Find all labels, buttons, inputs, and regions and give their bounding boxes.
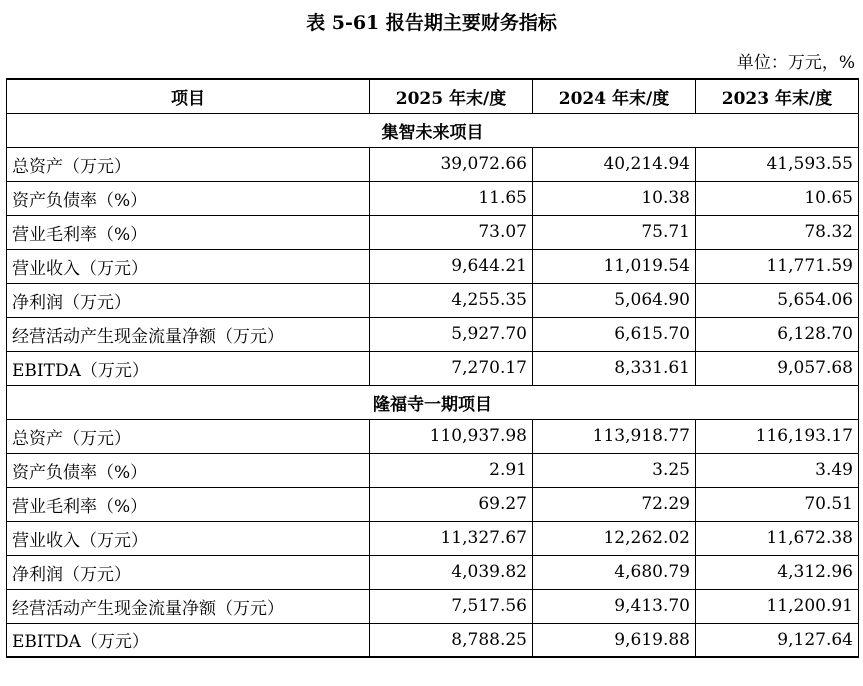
row-label: 经营活动产生现金流量净额（万元）	[7, 589, 370, 623]
table-row	[7, 589, 859, 623]
cell-2023: 9,127.64	[696, 623, 859, 657]
table-row	[7, 351, 859, 385]
cell-2025: 69.27	[370, 487, 533, 521]
table-row	[7, 487, 859, 521]
section-row	[7, 385, 859, 419]
row-label: 资产负债率（%）	[7, 181, 370, 215]
cell-2024: 113,918.77	[533, 419, 696, 453]
cell-2025: 39,072.66	[370, 147, 533, 181]
table-row	[7, 419, 859, 453]
cell-2025: 11.65	[370, 181, 533, 215]
cell-2025: 7,270.17	[370, 351, 533, 385]
header-2024: 2024 年末/度	[533, 79, 696, 113]
cell-2023: 116,193.17	[696, 419, 859, 453]
section-title: 隆福寺一期项目	[7, 385, 859, 419]
row-label: 资产负债率（%）	[7, 453, 370, 487]
table-row	[7, 453, 859, 487]
cell-2025: 8,788.25	[370, 623, 533, 657]
cell-2024: 40,214.94	[533, 147, 696, 181]
cell-2025: 73.07	[370, 215, 533, 249]
table-row	[7, 521, 859, 555]
cell-2023: 11,200.91	[696, 589, 859, 623]
cell-2024: 12,262.02	[533, 521, 696, 555]
cell-2024: 9,413.70	[533, 589, 696, 623]
cell-2025: 7,517.56	[370, 589, 533, 623]
cell-2023: 5,654.06	[696, 283, 859, 317]
cell-2024: 75.71	[533, 215, 696, 249]
header-row	[7, 79, 859, 113]
unit-note: 单位：万元，%	[736, 53, 855, 73]
row-label: 营业收入（万元）	[7, 249, 370, 283]
table-row	[7, 147, 859, 181]
row-label: 经营活动产生现金流量净额（万元）	[7, 317, 370, 351]
table-title: 表 5-61 报告期主要财务指标	[306, 12, 557, 34]
financial-indicators-table	[6, 78, 859, 658]
section-title: 集智未来项目	[7, 113, 859, 147]
row-label: 净利润（万元）	[7, 555, 370, 589]
cell-2023: 3.49	[696, 453, 859, 487]
section-row	[7, 113, 859, 147]
table-row	[7, 215, 859, 249]
cell-2025: 11,327.67	[370, 521, 533, 555]
row-label: 营业毛利率（%）	[7, 215, 370, 249]
cell-2023: 70.51	[696, 487, 859, 521]
row-label: 营业毛利率（%）	[7, 487, 370, 521]
cell-2024: 4,680.79	[533, 555, 696, 589]
row-label: 净利润（万元）	[7, 283, 370, 317]
row-label: 营业收入（万元）	[7, 521, 370, 555]
header-item: 项目	[7, 79, 370, 113]
cell-2023: 4,312.96	[696, 555, 859, 589]
cell-2023: 11,771.59	[696, 249, 859, 283]
table-row	[7, 623, 859, 657]
cell-2023: 10.65	[696, 181, 859, 215]
cell-2023: 11,672.38	[696, 521, 859, 555]
cell-2025: 5,927.70	[370, 317, 533, 351]
cell-2024: 72.29	[533, 487, 696, 521]
cell-2024: 10.38	[533, 181, 696, 215]
cell-2023: 41,593.55	[696, 147, 859, 181]
cell-2023: 78.32	[696, 215, 859, 249]
header-2025: 2025 年末/度	[370, 79, 533, 113]
row-label: EBITDA（万元）	[7, 623, 370, 657]
cell-2025: 4,039.82	[370, 555, 533, 589]
cell-2024: 11,019.54	[533, 249, 696, 283]
cell-2025: 9,644.21	[370, 249, 533, 283]
cell-2024: 3.25	[533, 453, 696, 487]
cell-2024: 9,619.88	[533, 623, 696, 657]
table-row	[7, 181, 859, 215]
row-label: EBITDA（万元）	[7, 351, 370, 385]
header-2023: 2023 年末/度	[696, 79, 859, 113]
row-label: 总资产（万元）	[7, 419, 370, 453]
cell-2025: 4,255.35	[370, 283, 533, 317]
cell-2024: 6,615.70	[533, 317, 696, 351]
table-row	[7, 249, 859, 283]
table-row	[7, 555, 859, 589]
cell-2023: 9,057.68	[696, 351, 859, 385]
cell-2024: 5,064.90	[533, 283, 696, 317]
table-row	[7, 283, 859, 317]
cell-2025: 2.91	[370, 453, 533, 487]
row-label: 总资产（万元）	[7, 147, 370, 181]
cell-2025: 110,937.98	[370, 419, 533, 453]
cell-2023: 6,128.70	[696, 317, 859, 351]
table-row	[7, 317, 859, 351]
cell-2024: 8,331.61	[533, 351, 696, 385]
